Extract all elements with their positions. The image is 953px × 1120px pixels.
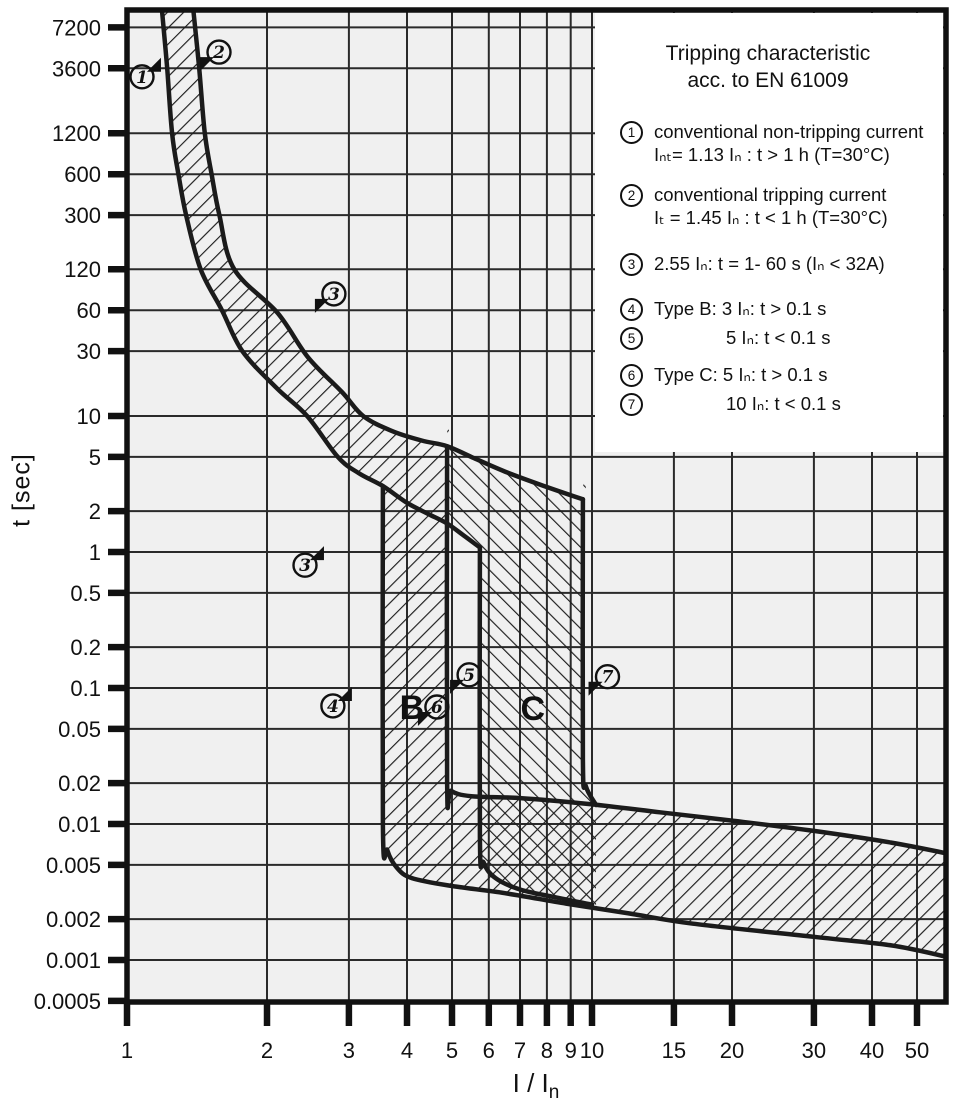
legend-item-text: Type C: 5 Iₙ: t > 0.1 s — [654, 364, 828, 385]
legend-item-2 — [594, 183, 942, 229]
x-tick-label: 6 — [482, 1038, 495, 1063]
y-tick-label: 0.005 — [45, 852, 101, 878]
x-tick-label: 5 — [445, 1038, 459, 1063]
legend-item-3 — [594, 252, 942, 276]
x-tick-label: 2 — [260, 1038, 274, 1063]
y-tick-label: 60 — [76, 298, 101, 324]
legend-item-number: 2 — [620, 184, 643, 207]
legend-item-4 — [594, 297, 942, 321]
y-tick-label: 7200 — [52, 15, 101, 41]
y-axis-title: t [sec] — [7, 453, 36, 527]
marker-number: 2 — [213, 43, 225, 64]
y-tick-label: 0.2 — [70, 635, 101, 661]
x-tick-label: 1 — [120, 1038, 134, 1063]
x-tick-label: 10 — [579, 1038, 605, 1063]
legend-item-number: 3 — [620, 253, 643, 276]
legend-item-text: 2.55 Iₙ: t = 1- 60 s (Iₙ < 32A) — [654, 253, 885, 274]
y-tick-label: 0.01 — [58, 812, 101, 837]
y-tick-label: 120 — [64, 257, 101, 283]
legend-item-1 — [594, 120, 942, 166]
zone-label-b: B — [399, 689, 425, 727]
marker-number: 3 — [299, 556, 311, 577]
y-tick-label: 10 — [76, 404, 101, 429]
y-tick-label: 2 — [88, 499, 101, 525]
x-tick-label: 8 — [540, 1038, 554, 1063]
legend-item-text: 10 Iₙ: t < 0.1 s — [726, 393, 841, 414]
legend-item-number: 5 — [620, 327, 643, 350]
x-axis-title-sub: n — [548, 1082, 560, 1104]
x-tick-label: 30 — [801, 1038, 827, 1063]
y-tick-label: 5 — [88, 444, 101, 470]
y-tick-label: 1200 — [52, 121, 101, 147]
legend-item-text: 5 Iₙ: t < 0.1 s — [726, 327, 831, 348]
legend-item-text: conventional non-tripping current Iₙₜ= 1.13 Iₙ : t > 1 h (T=30°C) — [654, 121, 924, 165]
y-tick-label: 600 — [64, 162, 101, 188]
y-tick-label: 0.5 — [70, 580, 101, 606]
x-tick-label: 15 — [661, 1038, 687, 1063]
legend-title — [594, 40, 942, 94]
y-tick-label: 0.002 — [45, 907, 101, 933]
x-axis-title — [513, 1068, 560, 1104]
marker-number: 6 — [430, 698, 443, 718]
y-tick-label: 30 — [76, 339, 101, 365]
marker-number: 4 — [326, 696, 339, 717]
legend-items — [594, 120, 942, 416]
x-tick-label: 40 — [859, 1038, 885, 1063]
legend-item-number: 1 — [620, 121, 643, 144]
legend-item-number: 7 — [620, 393, 643, 416]
legend-item-6 — [594, 363, 942, 387]
legend-item-number: 4 — [620, 298, 643, 321]
y-tick-label: 3600 — [52, 56, 101, 82]
x-tick-label: 9 — [564, 1038, 577, 1063]
y-tick-label: 1 — [88, 540, 101, 565]
y-tick-label: 0.001 — [45, 948, 101, 973]
legend-item-5 — [594, 326, 942, 350]
x-tick-label: 50 — [904, 1038, 930, 1063]
legend-item-number: 6 — [620, 364, 643, 387]
x-tick-label: 4 — [400, 1038, 414, 1063]
legend-item-7 — [594, 392, 942, 416]
legend-title-line1: Tripping characteristic — [665, 42, 871, 65]
x-tick-label: 3 — [342, 1038, 356, 1063]
y-tick-label: 300 — [64, 203, 101, 229]
marker-number: 7 — [601, 667, 614, 688]
marker-number: 5 — [463, 665, 476, 686]
legend-box — [594, 13, 942, 452]
y-tick-label: 0.0005 — [33, 988, 101, 1014]
legend-title-line2: acc. to EN 61009 — [687, 69, 849, 92]
legend-item-text: Type B: 3 Iₙ: t > 0.1 s — [654, 298, 827, 319]
x-tick-label: 20 — [719, 1038, 745, 1063]
x-axis-title-main: I / I — [512, 1067, 549, 1098]
zone-label-c: C — [520, 690, 546, 728]
legend-item-text: conventional tripping current Iₜ = 1.45 Iₙ : t < 1 h (T=30°C) — [654, 184, 888, 228]
marker-number: 3 — [327, 284, 340, 305]
y-tick-label: 0.02 — [58, 771, 101, 797]
marker-number: 1 — [136, 67, 148, 88]
y-tick-label: 0.1 — [70, 676, 101, 701]
x-tick-label: 7 — [513, 1038, 527, 1063]
y-tick-label: 0.05 — [58, 716, 101, 742]
